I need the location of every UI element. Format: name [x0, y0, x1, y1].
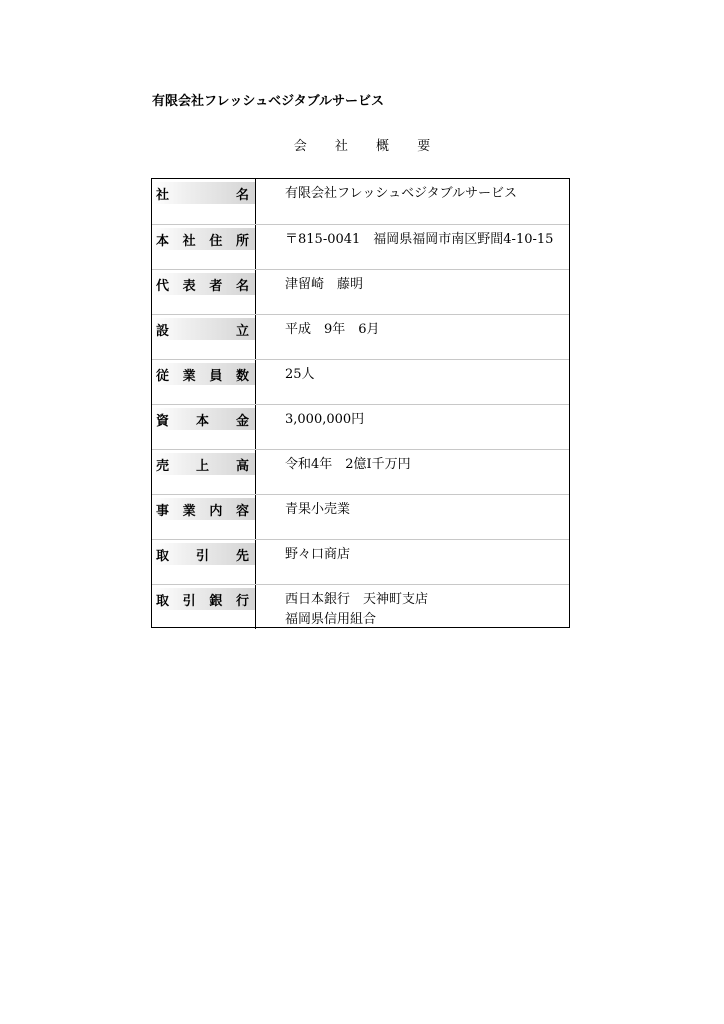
profile-row-business	[152, 494, 569, 539]
profile-label: 本社住所	[156, 234, 249, 249]
profile-value	[285, 320, 565, 340]
company-profile-table	[151, 178, 570, 628]
company-heading: 有限会社フレッシュベジタブルサービス	[152, 94, 385, 109]
profile-label-cell	[152, 450, 256, 494]
profile-value-line: 西日本銀行 天神町支店	[285, 592, 429, 607]
profile-value	[285, 275, 565, 295]
profile-value-line: 津留崎 藤明	[285, 277, 364, 292]
profile-value	[285, 410, 565, 430]
profile-label: 取引銀行	[156, 594, 249, 609]
profile-label-cell	[152, 495, 256, 539]
profile-value	[285, 184, 565, 204]
profile-label: 従業員数	[156, 369, 249, 384]
profile-value-line: 〒815-0041 福岡県福岡市南区野間4-10-15	[285, 232, 554, 247]
profile-value-line: 青果小売業	[285, 502, 351, 517]
profile-row-employees	[152, 359, 569, 404]
profile-label-cell	[152, 270, 256, 314]
profile-value	[285, 590, 565, 630]
profile-value-line: 福岡県信用組合	[285, 612, 377, 627]
profile-label: 事業内容	[156, 504, 249, 519]
profile-row-capital	[152, 404, 569, 449]
profile-label-cell	[152, 225, 256, 269]
profile-value-line: 3,000,000円	[285, 412, 365, 427]
document-title: 会 社 概 要	[293, 139, 443, 154]
profile-row-clients	[152, 539, 569, 584]
profile-label: 売 上 高	[156, 459, 249, 474]
profile-value	[285, 365, 565, 385]
profile-label: 取 引 先	[156, 549, 249, 564]
profile-label-cell	[152, 179, 256, 224]
profile-label-cell	[152, 405, 256, 449]
profile-label-cell	[152, 315, 256, 359]
profile-row-established	[152, 314, 569, 359]
profile-label-cell	[152, 540, 256, 584]
profile-value	[285, 500, 565, 520]
profile-value	[285, 230, 565, 250]
profile-label: 代表者名	[156, 279, 249, 294]
profile-value-line: 25人	[285, 367, 315, 382]
profile-row-representative	[152, 269, 569, 314]
profile-value	[285, 545, 565, 565]
profile-value-line: 平成 9年 6月	[285, 322, 380, 337]
profile-value-line: 令和4年 2億Ⅰ千万円	[285, 457, 411, 472]
profile-label-cell	[152, 360, 256, 404]
profile-row-sales	[152, 449, 569, 494]
profile-row-banks	[152, 584, 569, 629]
profile-label: 社 名	[156, 188, 249, 203]
profile-label: 設 立	[156, 324, 249, 339]
profile-row-company-name	[152, 179, 569, 224]
profile-value	[285, 455, 565, 475]
profile-label: 資 本 金	[156, 414, 249, 429]
profile-label-cell	[152, 585, 256, 629]
profile-value-line: 野々口商店	[285, 547, 351, 562]
profile-value-line: 有限会社フレッシュベジタブルサービス	[285, 186, 518, 201]
profile-row-head-office	[152, 224, 569, 269]
